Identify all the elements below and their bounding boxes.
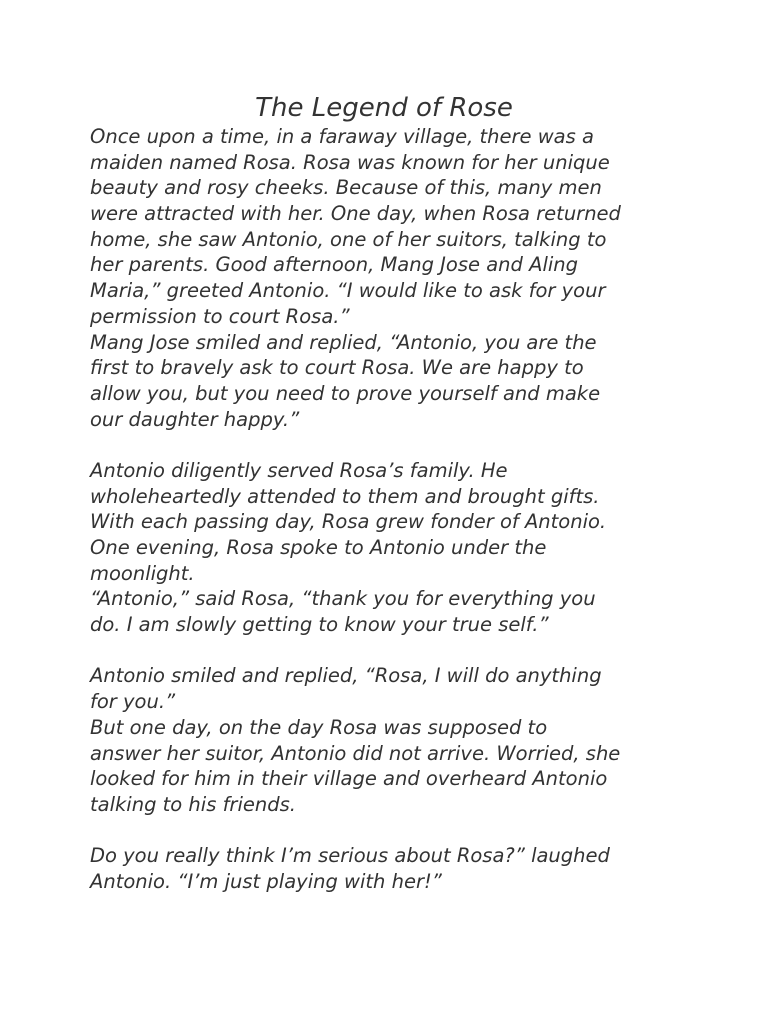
text-line: maiden named Rosa. Rosa was known for her unique xyxy=(90,150,610,174)
document-body xyxy=(90,124,690,895)
text-line: With each passing day, Rosa grew fonder of Antonio. xyxy=(90,510,607,534)
paragraph-break xyxy=(90,638,690,664)
text-line: Once upon a time, in a faraway village, there was a xyxy=(90,125,594,148)
text-line: “Antonio,” said Rosa, “thank you for everything you xyxy=(90,587,596,611)
text-line: moonlight. xyxy=(90,561,195,585)
text-line: for you.” xyxy=(90,690,176,714)
text-line: talking to his friends. xyxy=(90,792,296,816)
text-line: first to bravely ask to court Rosa. We are happy to xyxy=(90,356,584,380)
text-line: One evening, Rosa spoke to Antonio under the xyxy=(90,536,547,559)
text-line: Mang Jose smiled and replied, “Antonio, you are the xyxy=(90,330,597,354)
text-line: our daughter happy.” xyxy=(90,407,300,431)
text-line: Antonio diligently served Rosa’s family. He xyxy=(90,458,508,482)
text-line: Do you really think I’m serious about Rosa?” laughed xyxy=(90,844,610,868)
text-line: looked for him in their village and overheard Antonio xyxy=(90,767,608,791)
text-line: permission to court Rosa.” xyxy=(90,304,350,328)
text-line: wholeheartedly attended to them and brought gifts. xyxy=(90,484,600,508)
document-title: The Legend of Rose xyxy=(255,93,513,123)
text-line: Antonio smiled and replied, “Rosa, I will do anything xyxy=(90,664,602,688)
text-line: But one day, on the day Rosa was supposed to xyxy=(90,715,548,739)
paragraph-break xyxy=(90,432,690,458)
text-line: beauty and rosy cheeks. Because of this, many men xyxy=(90,176,602,200)
text-line: her parents. Good afternoon, Mang Jose and Aling xyxy=(90,253,579,277)
text-line: home, she saw Antonio, one of her suitors, talking to xyxy=(90,227,607,251)
text-line: were attracted with her. One day, when Rosa returned xyxy=(90,202,621,226)
text-line: answer her suitor, Antonio did not arrive. Worried, she xyxy=(90,741,621,765)
text-line: Antonio. “I’m just playing with her!” xyxy=(90,869,442,893)
text-line: Maria,” greeted Antonio. “I would like to ask for your xyxy=(90,279,606,303)
text-line: do. I am slowly getting to know your true self.” xyxy=(90,613,549,637)
text-line: allow you, but you need to prove yourself and make xyxy=(90,381,601,405)
paragraph-break xyxy=(90,818,690,844)
